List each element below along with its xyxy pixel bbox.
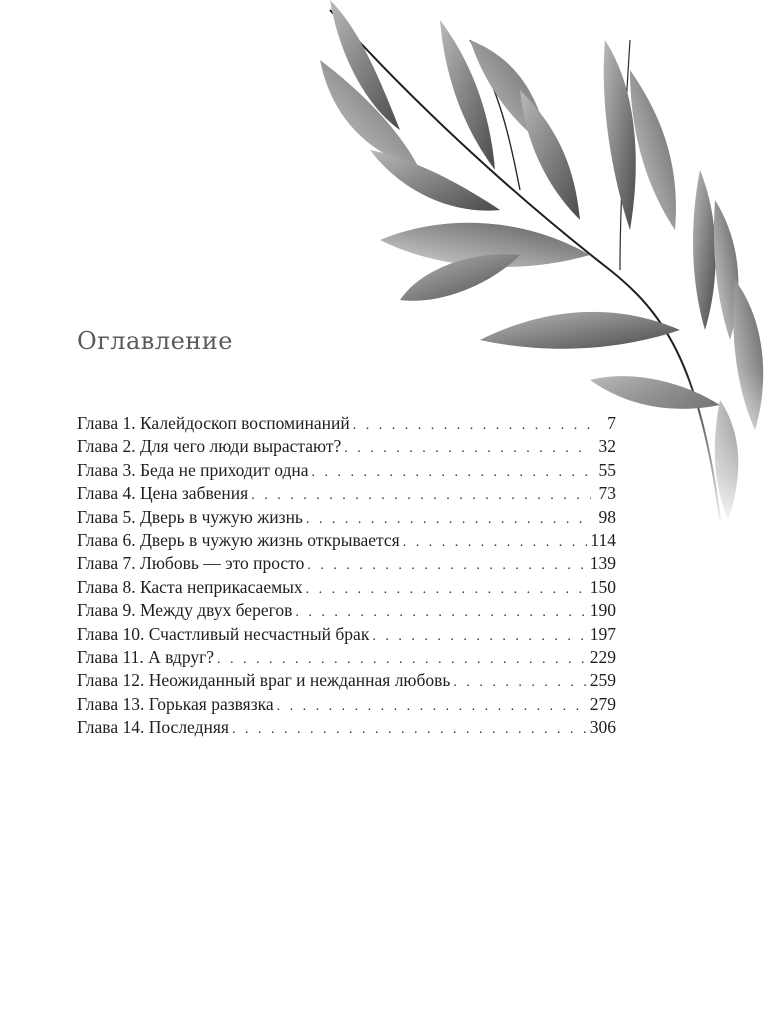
leader-dots [312,461,592,484]
toc-entry [77,506,616,529]
toc-entry-title: Глава 5. Дверь в чужую жизнь [77,506,303,527]
toc-entry [77,693,616,716]
leader-dots [217,648,587,671]
toc-entry [77,623,616,646]
toc-entry-title: Глава 6. Дверь в чужую жизнь открывается [77,529,400,550]
toc-heading: Оглавление [77,327,233,355]
leader-dots [306,508,591,531]
leader-dots [306,578,587,601]
leader-dots [403,531,588,554]
toc-entry-page: 55 [598,459,616,480]
toc-entry [77,459,616,482]
leader-dots [372,625,586,648]
toc-entry-title: Глава 7. Любовь — это просто [77,553,305,574]
toc-entry-title: Глава 14. Последняя [77,717,229,738]
toc-entry-page: 114 [590,529,616,550]
toc-entry-title: Глава 9. Между двух берегов [77,600,293,621]
toc-entry [77,599,616,622]
toc-entry-title: Глава 10. Счастливый несчастный брак [77,623,370,644]
toc-entry [77,669,616,692]
toc-entry [77,435,616,458]
toc-entry-title: Глава 12. Неожиданный враг и нежданная любовь [77,670,451,691]
toc-entry-page: 150 [589,576,616,597]
toc-entry [77,482,616,505]
toc-entry-page: 259 [589,670,616,691]
toc-entry [77,646,616,669]
toc-entry-page: 279 [589,693,616,714]
toc-entry [77,716,616,739]
leader-dots [353,414,591,437]
toc-entry-page: 98 [598,506,616,527]
toc-entry-title: Глава 4. Цена забвения [77,483,249,504]
toc-entry-title: Глава 8. Каста неприкасаемых [77,576,303,597]
toc-entry-page: 306 [589,717,616,738]
toc-list [77,412,616,739]
toc-entry-page: 7 [607,413,616,433]
toc-entry [77,576,616,599]
toc-entry-title: Глава 2. Для чего люди вырастают? [77,436,342,457]
toc-entry-title: Глава 13. Горькая развязка [77,693,274,714]
toc-entry-page: 190 [589,600,616,621]
leader-dots [277,695,587,718]
toc-entry-title: Глава 1. Калейдоскоп воспоминаний [77,413,350,433]
leader-dots [232,718,587,741]
leader-dots [251,484,591,507]
leader-dots [307,554,586,577]
toc-entry-page: 229 [589,646,616,667]
toc-entry-page: 32 [598,436,616,457]
toc-entry [77,412,616,435]
leader-dots [453,671,586,694]
toc-entry-page: 73 [598,483,616,504]
toc-entry-title: Глава 11. А вдруг? [77,646,215,667]
toc-entry-page: 139 [589,553,616,574]
toc-entry [77,529,616,552]
toc-entry-title: Глава 3. Беда не приходит одна [77,459,309,480]
toc-entry-page: 197 [589,623,616,644]
toc-entry [77,552,616,575]
leader-dots [295,601,586,624]
leader-dots [344,437,591,460]
